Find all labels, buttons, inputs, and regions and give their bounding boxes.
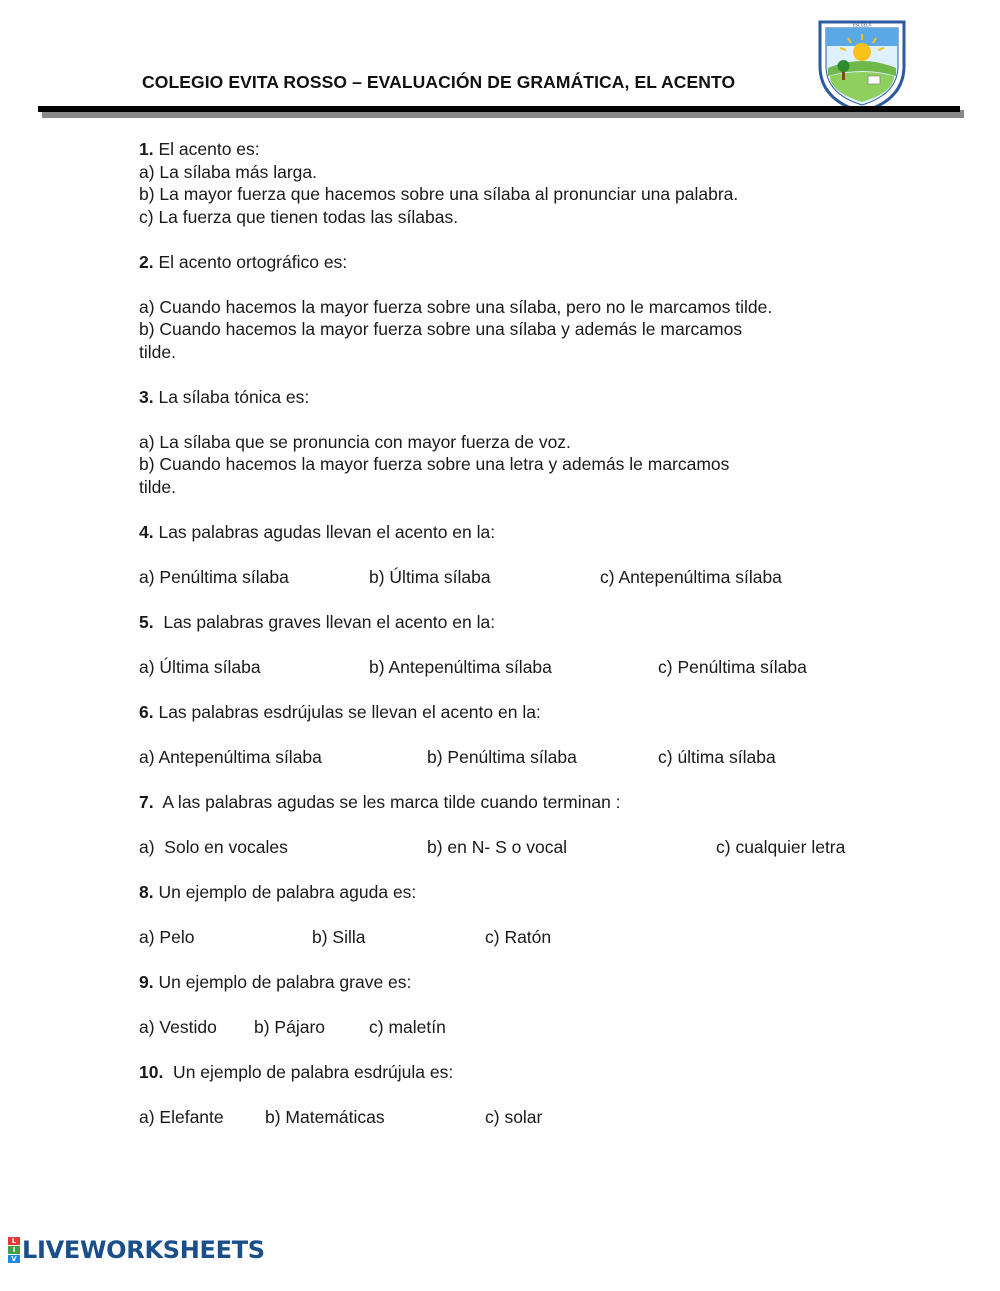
option-c: c) maletín: [369, 1016, 446, 1037]
logo-badge-letter: V: [8, 1255, 20, 1263]
option-c: c) Antepenúltima sílaba: [600, 566, 782, 587]
question-number: 10.: [139, 1061, 164, 1082]
question-number: 5.: [139, 611, 154, 632]
option-b: b) Silla: [312, 926, 366, 947]
option-b: b) Cuando hacemos la mayor fuerza sobre una sílaba y además le marcamos: [139, 319, 743, 339]
question-7: [139, 791, 879, 814]
question-9: [139, 971, 879, 994]
option-c: c) Ratón: [485, 926, 552, 947]
page-title: COLEGIO EVITA ROSSO – EVALUACIÓN DE GRAMÁTICA, EL ACENTO: [142, 72, 736, 92]
question-4: [139, 521, 879, 544]
option-a: a) Cuando hacemos la mayor fuerza sobre una sílaba, pero no le marcamos tilde.: [139, 296, 773, 317]
options-row: [139, 656, 879, 679]
option-b: b) Pájaro: [254, 1016, 326, 1037]
question-text: Un ejemplo de palabra aguda es:: [153, 881, 417, 902]
option-b: b) en N- S o vocal: [427, 836, 568, 857]
question-number: 8.: [139, 881, 154, 902]
option-c: c) La fuerza que tienen todas las sílabas.: [139, 206, 459, 227]
option-b: b) Última sílaba: [369, 566, 491, 587]
question-text: El acento ortográfico es:: [153, 251, 348, 272]
question-text: La sílaba tónica es:: [153, 386, 310, 407]
option-b: b) Matemáticas: [265, 1106, 385, 1127]
logo-badge-letter: L: [8, 1237, 20, 1245]
option-b: b) La mayor fuerza que hacemos sobre una sílaba al pronunciar una palabra.: [139, 184, 739, 204]
question-list: [139, 138, 879, 1128]
question-text: A las palabras agudas se les marca tilde cuando terminan :: [153, 791, 621, 812]
question-text: Un ejemplo de palabra esdrújula es:: [163, 1061, 454, 1082]
liveworksheets-logo[interactable]: [8, 1235, 265, 1265]
question-text: Las palabras graves llevan el acento en la:: [153, 611, 496, 632]
question-6: [139, 701, 879, 724]
option-b: b) Penúltima sílaba: [427, 746, 577, 767]
option-b: b) Antepenúltima sílaba: [369, 656, 552, 677]
question-1: [139, 138, 879, 161]
question-3: [139, 386, 879, 409]
option-b-continued: tilde.: [139, 476, 176, 497]
question-text: El acento es:: [153, 139, 260, 159]
option-a: a) Vestido: [139, 1016, 217, 1037]
question-8: [139, 881, 879, 904]
options-row: [139, 746, 879, 769]
options-row: [139, 1106, 879, 1129]
logo-badge-letter: I: [8, 1246, 20, 1254]
question-2: [139, 251, 879, 274]
options-row: [139, 566, 879, 589]
option-a: a) Antepenúltima sílaba: [139, 746, 322, 767]
option-c: c) Penúltima sílaba: [658, 656, 807, 677]
options-row: [139, 1016, 879, 1039]
option-a: a) La sílaba que se pronuncia con mayor fuerza de voz.: [139, 431, 571, 452]
question-number: 1.: [139, 139, 154, 159]
question-number: 3.: [139, 386, 154, 407]
svg-text:ESCUELA: ESCUELA: [852, 22, 872, 28]
option-a: a) La sílaba más larga.: [139, 161, 318, 182]
option-a: a) Última sílaba: [139, 656, 261, 677]
option-a: a) Solo en vocales: [139, 836, 288, 857]
question-number: 6.: [139, 701, 154, 722]
option-c: c) última sílaba: [658, 746, 776, 767]
question-number: 2.: [139, 251, 154, 272]
logo-text: LIVEWORKSHEETS: [22, 1236, 265, 1264]
question-number: 4.: [139, 521, 154, 542]
option-b-continued: tilde.: [139, 341, 176, 362]
question-text: Las palabras esdrújulas se llevan el acento en la:: [153, 701, 541, 722]
question-text: Un ejemplo de palabra grave es:: [153, 971, 412, 992]
question-text: Las palabras agudas llevan el acento en la:: [153, 521, 496, 542]
option-a: a) Penúltima sílaba: [139, 566, 289, 587]
header-rule: [38, 106, 960, 112]
options-row: [139, 926, 879, 949]
option-a: a) Elefante: [139, 1106, 224, 1127]
option-a: a) Pelo: [139, 926, 195, 947]
option-c: c) solar: [485, 1106, 543, 1127]
question-number: 7.: [139, 791, 154, 812]
option-b: b) Cuando hacemos la mayor fuerza sobre una letra y además le marcamos: [139, 454, 730, 474]
logo-badge-icon: [8, 1237, 20, 1263]
question-5: [139, 611, 879, 634]
question-number: 9.: [139, 971, 154, 992]
options-row: [139, 836, 879, 859]
option-c: c) cualquier letra: [716, 836, 846, 857]
question-10: [139, 1061, 879, 1084]
school-crest-icon: [816, 16, 908, 114]
